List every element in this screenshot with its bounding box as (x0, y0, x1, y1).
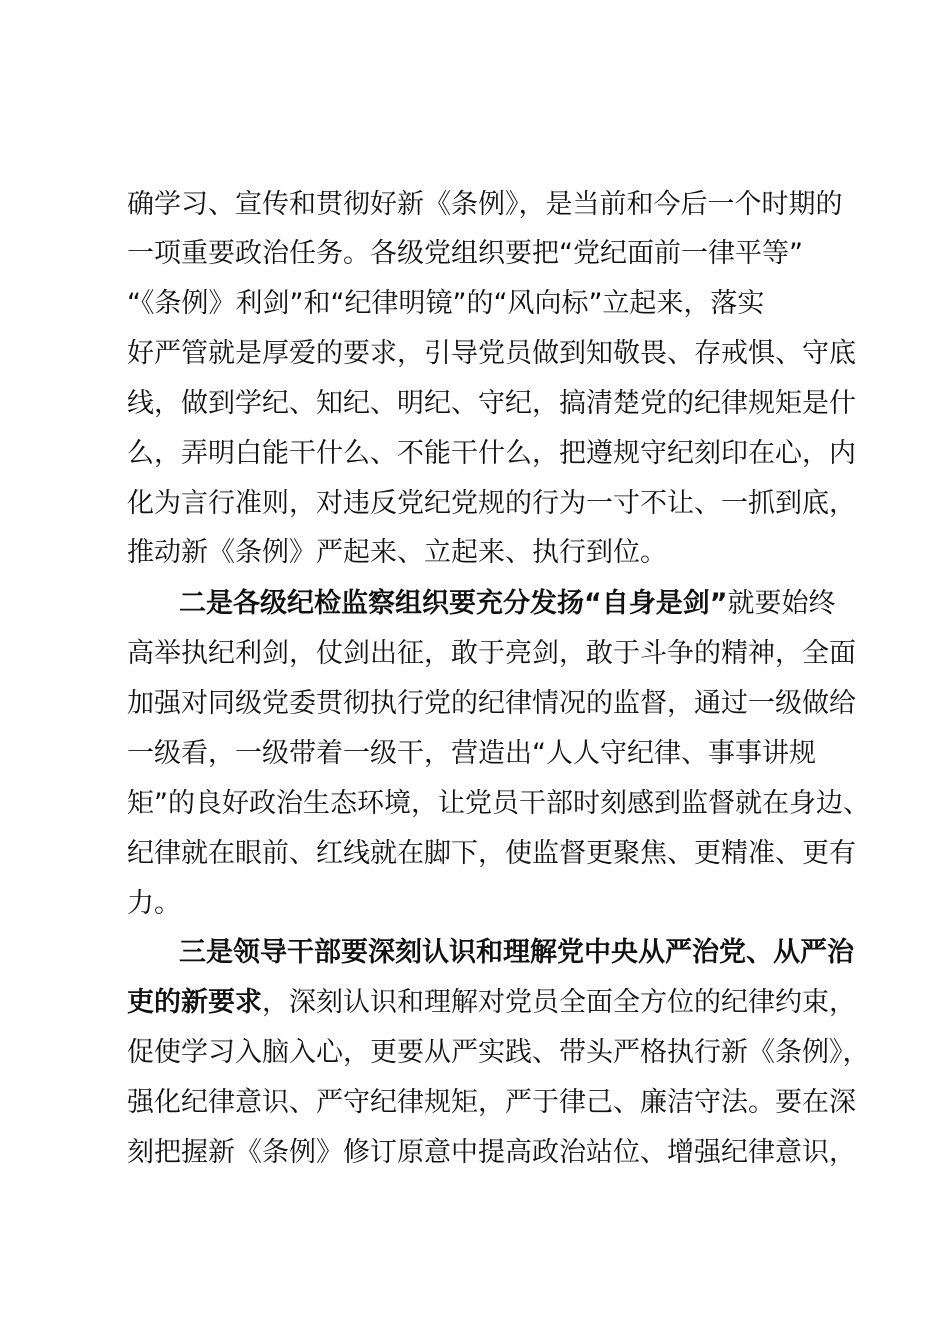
paragraph-3-line-2 (127, 978, 856, 1028)
paragraph-2-line-3: 加强对同级党委贯彻执行党的纪律情况的监督，通过一级做给 (127, 688, 856, 719)
paragraph-1-line-7: 化为言行准则，对违反党纪党规的行为一寸不让、一抓到底， (127, 488, 856, 519)
paragraph-2-line-4: 一级看，一级带着一级干，营造出“人人守纪律、事事讲规 (127, 738, 816, 769)
paragraph-1-line-8: 推动新《条例》严起来、立起来、执行到位。 (127, 537, 667, 568)
paragraph-3-line-5: 刻把握新《条例》修订原意中提高政治站位、增强纪律意识， (127, 1137, 856, 1168)
paragraph-2-first-line (179, 579, 836, 629)
paragraph-2-line-7: 力。 (127, 888, 181, 919)
paragraph-3-line-3: 促使学习入脑入心，更要从严实践、带头严格执行新《条例》， (127, 1037, 870, 1068)
paragraph-2-line-6: 纪律就在眼前、红线就在脚下，使监督更聚焦、更精准、更有 (127, 838, 856, 869)
paragraph-1-line-5: 线，做到学纪、知纪、明纪、守纪，搞清楚党的纪律规矩是什 (127, 388, 856, 419)
paragraph-1-line-6: 么，弄明白能干什么、不能干什么，把遵规守纪刻印在心，内 (127, 438, 856, 469)
paragraph-1-line-3: “《条例》利剑”和“纪律明镜”的“风向标”立起来，落实 (127, 288, 765, 319)
paragraph-1-line-4: 好严管就是厚爱的要求，引导党员做到知敬畏、存戒惧、守底 (127, 338, 856, 369)
paragraph-2-line-5: 矩”的良好政治生态环境，让党员干部时刻感到监督就在身边、 (127, 788, 870, 819)
paragraph-3-line-4: 强化纪律意识、严守纪律规矩，严于律己、廉洁守法。要在深 (127, 1087, 856, 1118)
paragraph-2-heading: 二是各级纪检监察组织要充分发扬“自身是剑” (179, 588, 728, 619)
paragraph-1-line-1: 确学习、宣传和贯彻好新《条例》，是当前和今后一个时期的 (127, 189, 843, 220)
paragraph-1-line-2: 一项重要政治任务。各级党组织要把“党纪面前一律平等” (127, 238, 803, 269)
paragraph-3-heading-line-1: 三是领导干部要深刻认识和理解党中央从严治党、从严治 (179, 937, 854, 968)
paragraph-2-first-line-rest: 就要始终 (727, 588, 836, 619)
paragraph-2-line-2: 高举执纪利剑，仗剑出征，敢于亮剑，敢于斗争的精神，全面 (127, 638, 856, 669)
paragraph-3-line-2-rest: ，深刻认识和理解对党员全面全方位的纪律约束， (262, 987, 856, 1018)
paragraph-3-heading-line-2: 吏的新要求 (127, 987, 262, 1018)
